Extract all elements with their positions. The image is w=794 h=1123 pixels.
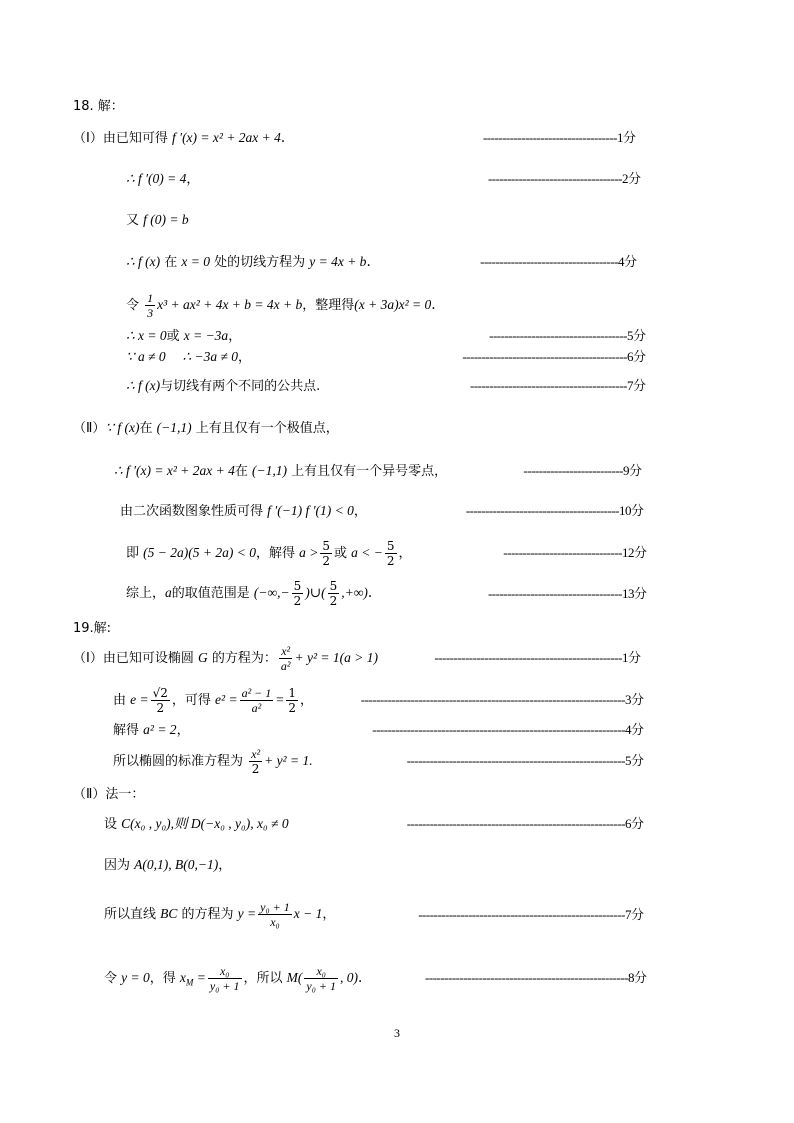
score-marker [425, 969, 647, 988]
formula: f (x) [117, 420, 140, 435]
fraction-numerator: 1 [147, 291, 154, 305]
step-text: 令 [126, 298, 144, 313]
score-marker [483, 129, 636, 148]
score-unit: 分 [630, 754, 644, 769]
score-marker [466, 502, 644, 521]
formula: f ′(−1) f ′(1) < 0 [267, 503, 354, 518]
formula: = [193, 970, 206, 985]
formula: a² = 2 [143, 722, 177, 737]
fraction-numerator: x₀ [304, 964, 338, 979]
fraction-numerator: y₀ + 1 [260, 900, 290, 914]
formula: M( [286, 970, 303, 985]
score-marker [361, 691, 644, 710]
fraction-numerator: 5 [322, 539, 330, 553]
punct: ， [218, 858, 232, 873]
step-text: 因为 [104, 858, 135, 873]
punct: ， [300, 693, 314, 708]
problem-18-heading: 18. 解： [73, 99, 124, 114]
fraction-numerator: x₀ [208, 964, 242, 979]
step-text: ，解得 [255, 546, 300, 561]
score-unit: 分 [627, 651, 641, 666]
formula: (−∞,− [253, 585, 290, 600]
fraction-denominator: 2 [329, 594, 338, 608]
p18-step-13 [126, 578, 372, 609]
fraction-denominator: a² [280, 659, 291, 673]
fraction-denominator: y₀ + 1 [209, 979, 240, 993]
step-text: 由已知可得 [102, 131, 172, 146]
score-unit: 分 [633, 971, 647, 986]
formula: G [197, 650, 208, 665]
score-unit: 分 [633, 587, 647, 602]
formula: , 0) [340, 970, 358, 985]
score-marker [434, 649, 641, 668]
step-text: 设 [104, 817, 122, 832]
p19-step-6 [104, 856, 231, 875]
score-dashes: ---------------------------------------------------------5 [406, 753, 631, 768]
fraction-denominator: a² [251, 701, 262, 715]
fraction [292, 579, 304, 608]
fraction-numerator: 5 [329, 579, 338, 593]
score-unit: 分 [632, 379, 646, 394]
step-text: 在 [160, 255, 182, 270]
formula: A(0,1), B(0,−1) [134, 857, 219, 872]
fraction-numerator: x² [279, 644, 293, 659]
formula: e² = [215, 692, 238, 707]
score-marker [503, 544, 647, 563]
punct: . [358, 970, 363, 986]
fraction [249, 747, 262, 776]
step-text: 即 [126, 546, 144, 561]
step-text: 综上， [126, 586, 166, 601]
score-dashes: -------------------------------------------------1 [434, 650, 628, 665]
fraction-denominator: y₀ + 1 [306, 979, 336, 993]
formula: f (0) = b [143, 212, 189, 227]
step-text: 在 [139, 421, 157, 436]
fraction [258, 900, 292, 929]
step-text: 上有且仅有一个异号零点， [287, 464, 448, 479]
formula: (5 − 2a)(5 + 2a) < 0 [143, 545, 256, 560]
formula: a [165, 585, 172, 600]
formula: y = [237, 906, 257, 921]
p18-step-2 [126, 170, 199, 189]
formula: ,+∞) [341, 585, 368, 600]
fraction-denominator: 2 [322, 554, 330, 568]
punct: ， [398, 546, 412, 561]
step-text: 由已知可设椭圆 [102, 651, 198, 666]
p19-part-2-label: （Ⅱ）法一： [73, 787, 145, 802]
formula: x [179, 970, 186, 985]
fraction [320, 539, 332, 568]
fraction [385, 539, 397, 568]
formula: e = [130, 692, 149, 707]
formula: )∪( [305, 585, 326, 600]
formula: ∴ f ′(0) = 4 [126, 171, 187, 186]
part-1-label: （Ⅰ） [73, 651, 103, 666]
score-marker [480, 253, 637, 272]
step-text: ，所以 [243, 971, 287, 986]
score-marker [372, 721, 644, 740]
score-unit: 分 [628, 464, 642, 479]
formula: f (x) [137, 378, 161, 393]
fraction-numerator: 1 [288, 686, 297, 700]
punct: ， [322, 907, 336, 922]
part-1-label: （Ⅰ） [73, 131, 103, 146]
formula: ∵ a ≠ 0 ∴ −3a ≠ 0 [126, 349, 238, 364]
p18-step-12 [126, 538, 412, 569]
score-marker [489, 327, 646, 346]
score-dashes: -------------------------------12 [503, 545, 634, 560]
p18-step-9 [73, 419, 339, 438]
fraction-numerator: 5 [386, 539, 395, 553]
punct: . [366, 254, 371, 270]
punct: . [280, 130, 286, 146]
page-number: 3 [394, 1026, 400, 1040]
step-text: 由 [113, 693, 131, 708]
formula: (x + 3a)x² = 0 [354, 297, 432, 312]
fraction [304, 964, 338, 993]
score-dashes: -----------------------------------13 [487, 586, 634, 601]
score-marker [488, 170, 641, 189]
punct: ， [237, 350, 251, 365]
punct: ， [186, 172, 200, 187]
score-marker [462, 348, 646, 367]
step-text: 又 [126, 213, 144, 228]
fraction [145, 291, 155, 320]
fraction [208, 964, 242, 993]
formula: + y² = 1. [264, 753, 313, 768]
fraction-denominator: 2 [156, 701, 165, 715]
score-unit: 分 [630, 504, 644, 519]
score-unit: 分 [632, 329, 646, 344]
step-text: 上有且仅有一个极值点， [191, 421, 339, 436]
formula: C(x₀ , y₀) [121, 816, 171, 831]
step-text: ,则 [170, 816, 191, 831]
formula: ∴ x = 0 [126, 328, 167, 343]
step-text: 所以椭圆的标准方程为 [113, 754, 248, 769]
score-dashes: -----------------------------------------------------8 [425, 970, 634, 985]
formula: x = −3a [183, 328, 229, 343]
score-dashes: -----------------------------------------7 [469, 378, 633, 393]
subscript: M [185, 977, 194, 988]
score-unit: 分 [623, 255, 637, 270]
punct: . [367, 585, 373, 601]
therefore: ∴ [126, 254, 138, 269]
score-dashes: -----------------------------------1 [482, 130, 623, 145]
formula: BC [160, 906, 178, 921]
formula: f (x) [137, 254, 161, 269]
score-dashes: ----------------------------------------10 [465, 503, 631, 518]
fraction [279, 644, 293, 673]
fraction [240, 686, 274, 715]
formula: f ′(x) = x² + 2ax + 4 [125, 463, 235, 478]
formula: y = 4x + b [309, 254, 367, 269]
formula: (−1,1) [252, 463, 288, 478]
step-text: 与切线有两个不同的公共点. [160, 379, 321, 394]
punct: ， [353, 504, 367, 519]
part-2-label: （Ⅱ） [73, 421, 106, 436]
p18-step-6 [126, 327, 241, 346]
step-text: 由二次函数图象性质可得 [120, 504, 268, 519]
fraction-denominator: 2 [251, 762, 260, 776]
fraction-denominator: x₀ [270, 915, 280, 929]
p18-step-10 [114, 462, 447, 481]
score-marker [470, 377, 646, 396]
p18-step-7 [126, 348, 251, 367]
score-dashes: ---------------------------------------------------------------------3 [360, 692, 631, 707]
p18-step-11 [120, 502, 367, 521]
formula: = [275, 692, 285, 707]
fraction [328, 579, 340, 608]
step-text: 所以直线 [104, 907, 161, 922]
score-dashes: -----------------------------------2 [487, 171, 628, 186]
score-dashes: -------------------------------------------6 [462, 349, 633, 364]
fraction-denominator: 2 [293, 594, 302, 608]
fraction-numerator: √2 [152, 686, 168, 700]
p19-step-8 [104, 960, 362, 1001]
score-dashes: ------------------------------------4 [480, 254, 624, 269]
score-marker [407, 752, 644, 771]
therefore: ∴ [114, 463, 126, 478]
score-dashes: --------------------------9 [523, 463, 629, 478]
p18-step-3 [126, 211, 189, 230]
score-unit: 分 [630, 908, 644, 923]
score-dashes: ------------------------------------5 [489, 328, 633, 343]
score-unit: 分 [630, 723, 644, 738]
step-text: ，整理得 [302, 298, 355, 313]
step-text: 的取值范围是 [171, 586, 254, 601]
fraction-denominator: 3 [147, 306, 154, 320]
score-dashes: ------------------------------------------------------7 [418, 907, 631, 922]
p19-step-2 [113, 682, 313, 719]
step-text: ，可得 [171, 693, 216, 708]
p18-step-8 [126, 377, 320, 396]
formula: y = 0 [121, 970, 150, 985]
punct: . [431, 297, 436, 313]
formula: x = 0 [181, 254, 210, 269]
score-unit: 分 [627, 172, 641, 187]
problem-19-heading: 19.解: [73, 621, 112, 636]
fraction-numerator: x² [251, 747, 261, 761]
step-text: 解得 [113, 723, 144, 738]
therefore: ∴ [126, 378, 138, 393]
fraction [151, 686, 170, 715]
step-text: 或 [166, 329, 184, 344]
score-unit: 分 [633, 546, 647, 561]
step-text: 令 [104, 971, 122, 986]
formula: + y² = 1(a > 1) [294, 650, 378, 665]
formula: a < − [351, 545, 383, 560]
score-unit: 分 [632, 350, 646, 365]
score-marker [407, 815, 644, 834]
punct: ， [176, 723, 190, 738]
fraction-numerator: 5 [293, 579, 302, 593]
step-text: ，得 [149, 971, 180, 986]
score-unit: 分 [630, 693, 644, 708]
score-unit: 分 [622, 131, 636, 146]
formula: x − 1 [293, 906, 323, 921]
formula: a > [299, 545, 319, 560]
formula: (−1,1) [156, 420, 192, 435]
score-marker [488, 585, 647, 604]
step-text: 处的切线方程为 [209, 255, 310, 270]
p18-step-5 [126, 290, 436, 321]
formula: f ′(x) = x² + 2ax + 4 [171, 130, 281, 145]
punct: ， [228, 329, 242, 344]
step-text: 或 [333, 546, 352, 561]
p19-step-1 [73, 640, 378, 677]
p18-step-4 [126, 253, 371, 272]
p19-step-5 [104, 815, 289, 834]
formula: x³ + ax² + 4x + b = 4x + b [157, 297, 303, 312]
score-dashes: ---------------------------------------------------------6 [406, 816, 631, 831]
formula: D(−x₀ , y₀), x₀ ≠ 0 [190, 816, 289, 831]
score-marker [418, 906, 644, 925]
score-marker [523, 462, 642, 481]
p19-step-3 [113, 721, 190, 740]
fraction-numerator: a² − 1 [241, 686, 272, 700]
p18-step-1 [73, 129, 285, 148]
fraction-denominator: 2 [288, 701, 297, 715]
score-dashes: ------------------------------------------------------------------4 [372, 722, 631, 737]
step-text: 在 [234, 464, 253, 479]
fraction-denominator: 2 [386, 554, 395, 568]
step-text: 的方程为： [207, 651, 277, 666]
p19-step-7 [104, 896, 335, 933]
fraction [286, 686, 298, 715]
score-unit: 分 [630, 817, 644, 832]
p19-step-4 [113, 743, 313, 780]
because: ∵ [105, 420, 118, 435]
step-text: 的方程为 [177, 907, 238, 922]
